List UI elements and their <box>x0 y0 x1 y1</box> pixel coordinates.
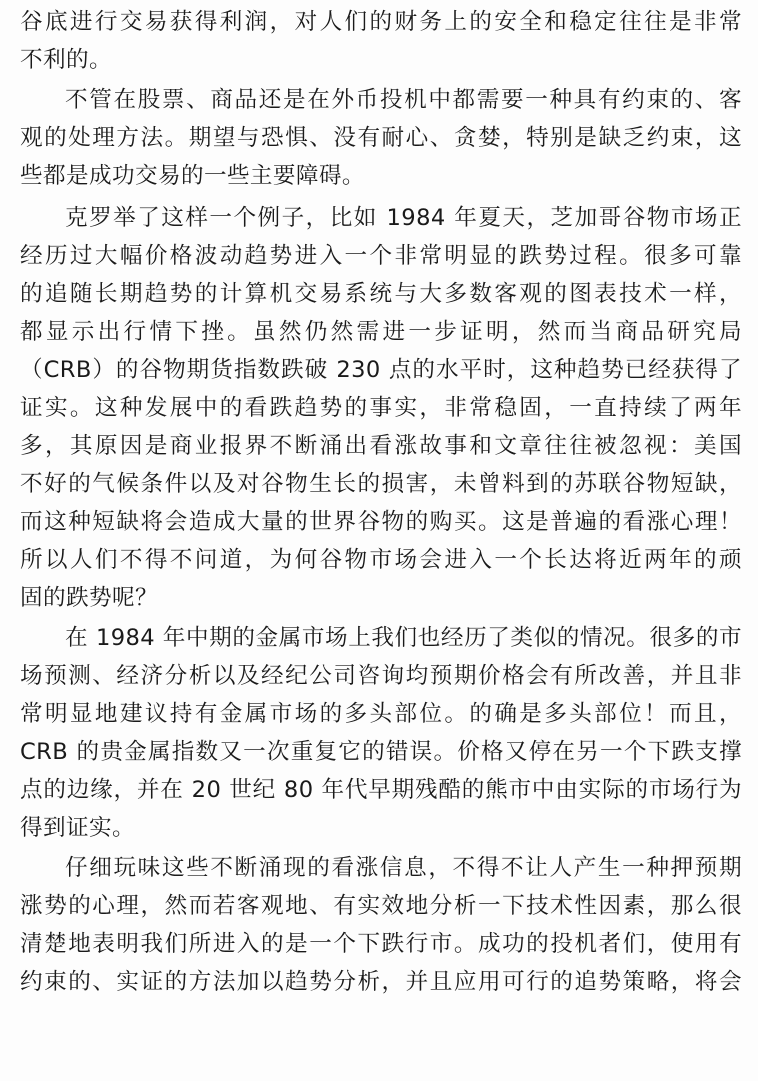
text-line: 证实。这种发展中的看跌趋势的事实，非常稳固，一直持续了两年 <box>20 395 742 421</box>
text-line: 不利的。 <box>20 47 112 73</box>
text-line: 而这种短缺将会造成大量的世界谷物的购买。这是普遍的看涨心理！ <box>20 509 742 535</box>
text-line: 都显示出行情下挫。虽然仍然需进一步证明，然而当商品研究局 <box>20 319 742 345</box>
text-line: 涨势的心理，然而若客观地、有实效地分析一下技术性因素，那么很 <box>20 893 742 919</box>
text-line: 清楚地表明我们所进入的是一个下跌行市。成功的投机者们，使用有 <box>20 931 742 957</box>
text-line: 常明显地建议持有金属市场的多头部位。的确是多头部位！而且， <box>20 701 742 727</box>
text-line: 约束的、实证的方法加以趋势分析，并且应用可行的追势策略，将会 <box>20 969 742 995</box>
text-line: 点的边缘，并在 20 世纪 80 年代早期残酷的熊市中由实际的市场行为 <box>20 777 742 803</box>
text-line: 固的跌势呢？ <box>20 585 158 611</box>
text-line: 得到证实。 <box>20 815 135 841</box>
text-line: 的追随长期趋势的计算机交易系统与大多数客观的图表技术一样， <box>20 281 742 307</box>
text-line: 观的处理方法。期望与恐惧、没有耐心、贪婪，特别是缺乏约束，这 <box>20 125 742 151</box>
text-line: 不好的气候条件以及对谷物生长的损害，未曾料到的苏联谷物短缺， <box>20 471 742 497</box>
text-line: 些都是成功交易的一些主要障碍。 <box>20 163 365 189</box>
text-line: 所以人们不得不问道，为何谷物市场会进入一个长达将近两年的顽 <box>20 547 742 573</box>
paragraph-first-line: 在 1984 年中期的金属市场上我们也经历了类似的情况。很多的市 <box>65 625 742 651</box>
text-line: CRB 的贵金属指数又一次重复它的错误。价格又停在另一个下跌支撑 <box>20 739 742 765</box>
text-line: 多，其原因是商业报界不断涌出看涨故事和文章往往被忽视：美国 <box>20 433 742 459</box>
paragraph-first-line: 仔细玩味这些不断涌现的看涨信息，不得不让人产生一种押预期 <box>65 855 742 881</box>
text-line: 经历过大幅价格波动趋势进入一个非常明显的跌势过程。很多可靠 <box>20 243 742 269</box>
text-line: 谷底进行交易获得利润，对人们的财务上的安全和稳定往往是非常 <box>20 9 742 35</box>
text-line: （CRB）的谷物期货指数跌破 230 点的水平时，这种趋势已经获得了 <box>20 357 742 383</box>
paragraph-first-line: 不管在股票、商品还是在外币投机中都需要一种具有约束的、客 <box>65 87 742 113</box>
text-line: 场预测、经济分析以及经纪公司咨询均预期价格会有所改善，并且非 <box>20 663 742 689</box>
paragraph-first-line: 克罗举了这样一个例子，比如 1984 年夏天，芝加哥谷物市场正 <box>65 205 742 231</box>
